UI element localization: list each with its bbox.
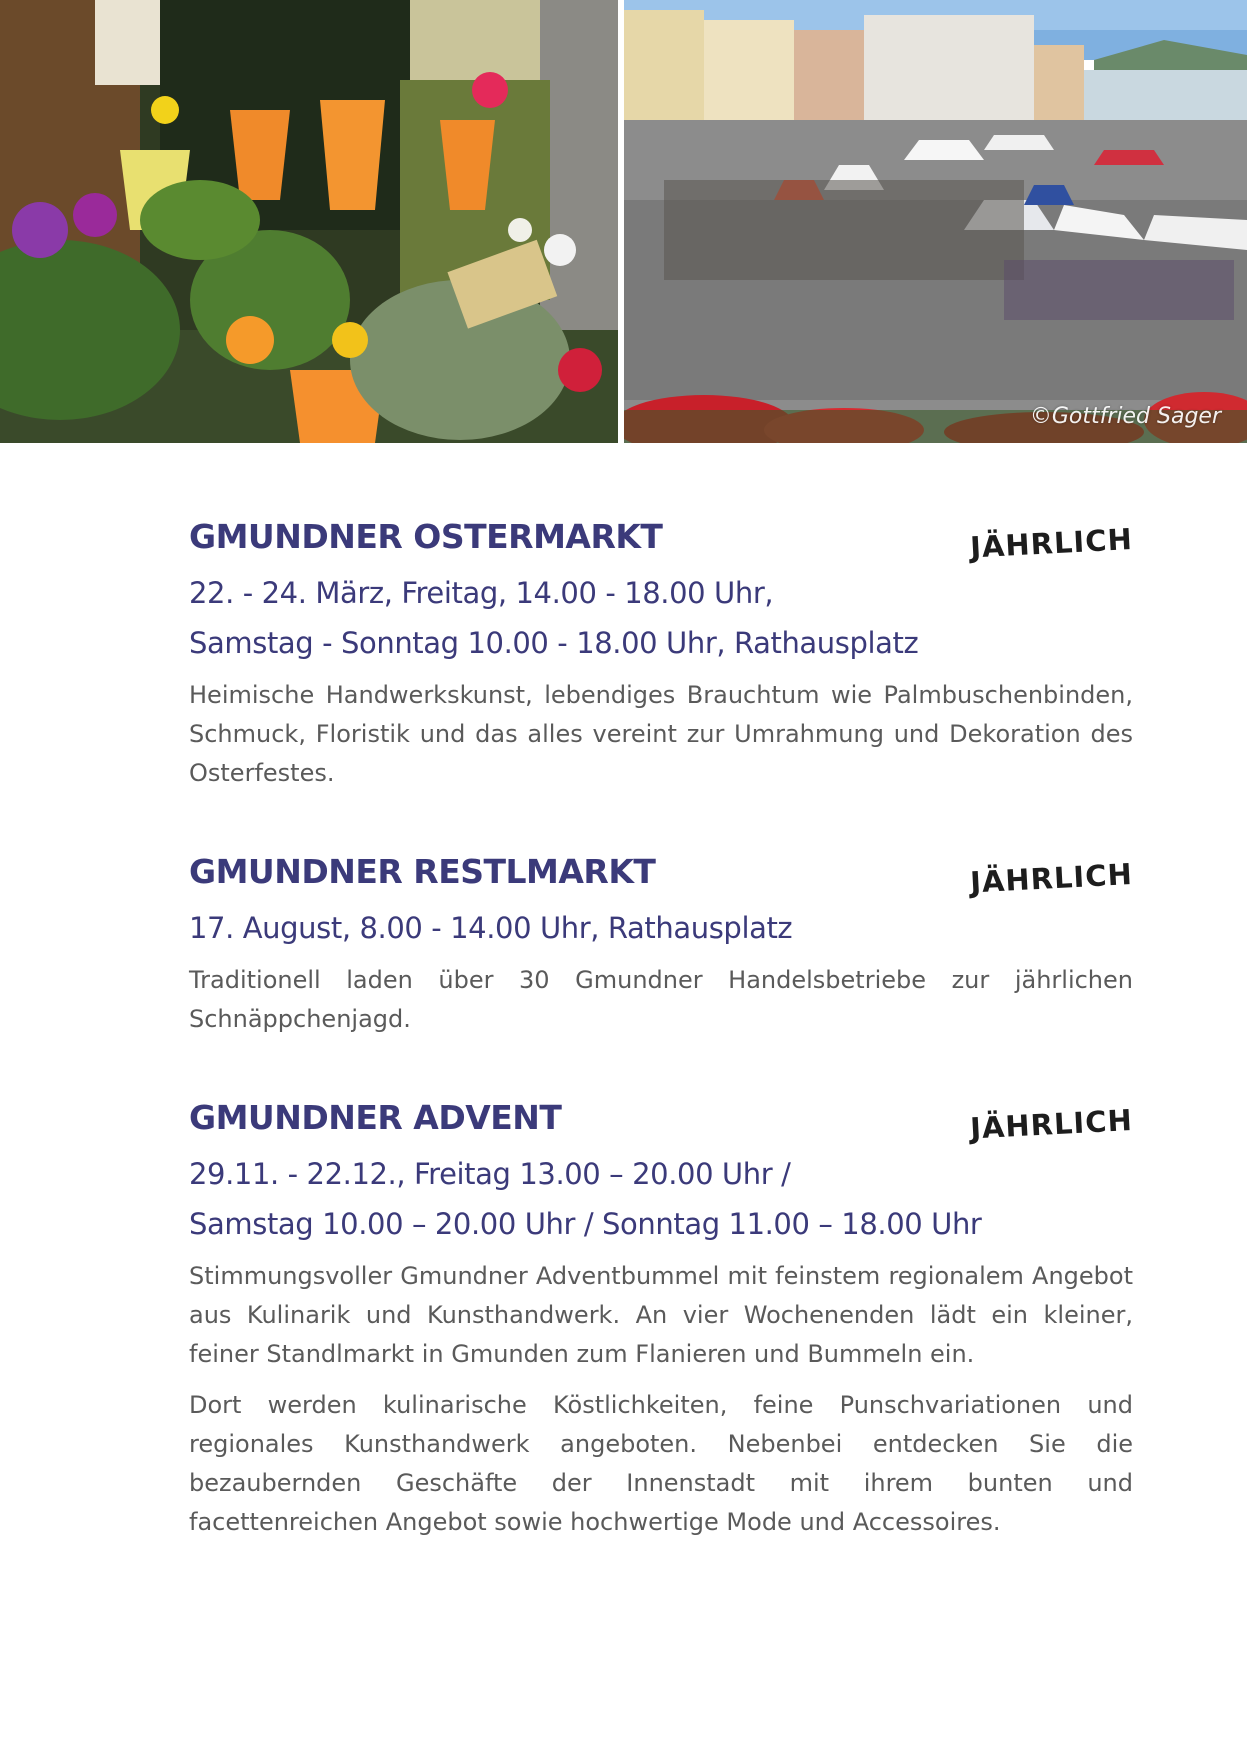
market-square-photo bbox=[624, 0, 1247, 443]
frequency-badge: JÄHRLICH bbox=[969, 856, 1134, 900]
event-date-line: 22. - 24. März, Freitag, 14.00 - 18.00 Uhr, bbox=[189, 575, 774, 610]
frequency-badge: JÄHRLICH bbox=[969, 1102, 1134, 1146]
event-description: Traditionell laden über 30 Gmundner Handelsbetriebe zur jährlichen Schnäppchenjagd. bbox=[189, 965, 1133, 1033]
event-description: Heimische Handwerkskunst, lebendiges Brauchtum wie Palmbuschenbinden, Schmuck, Floristik und das alles vereint zur Umrahmung und Dekoration des Osterfestes. bbox=[189, 680, 1133, 787]
photo-credit: ©Gottfried Sager bbox=[1029, 404, 1221, 429]
event-date-line: 29.11. - 22.12., Freitag 13.00 – 20.00 Uhr / bbox=[189, 1156, 791, 1191]
photo-strip bbox=[0, 0, 1247, 443]
event-description: Stimmungsvoller Gmundner Adventbummel mit feinstem regionalem Angebot aus Kulinarik und Kunsthandwerk. An vier Wochenenden lädt ein kleiner, feiner Standlmarkt in Gmunden zum Flanieren und Bummeln ein. bbox=[189, 1261, 1133, 1368]
event-advent bbox=[189, 1099, 1133, 1542]
market-square-illustration bbox=[624, 0, 1247, 443]
easter-flowers-illustration bbox=[0, 0, 618, 443]
event-date-line: 17. August, 8.00 - 14.00 Uhr, Rathausplatz bbox=[189, 910, 793, 945]
event-title: GMUNDNER RESTLMARKT bbox=[189, 851, 656, 891]
event-title: GMUNDNER OSTERMARKT bbox=[189, 517, 663, 556]
event-date-line: Samstag 10.00 – 20.00 Uhr / Sonntag 11.00 – 18.00 Uhr bbox=[189, 1206, 982, 1241]
event-description: Dort werden kulinarische Köstlichkeiten, feine Punschvariationen und regionales Kunsthandwerk angeboten. Nebenbei entdecken Sie die bezaubernden Geschäfte der Innenstadt mit ihrem bunten und facettenreichen Angebot sowie hochwertige Mode und Accessoires. bbox=[189, 1390, 1133, 1536]
event-title: GMUNDNER ADVENT bbox=[189, 1097, 562, 1137]
event-restlmarkt bbox=[189, 853, 1133, 1039]
events-list bbox=[189, 518, 1133, 1602]
event-ostermarkt bbox=[189, 518, 1133, 793]
frequency-badge: JÄHRLICH bbox=[969, 522, 1134, 565]
easter-flowers-photo bbox=[0, 0, 618, 443]
event-date-line: Samstag - Sonntag 10.00 - 18.00 Uhr, Rathausplatz bbox=[189, 625, 919, 660]
